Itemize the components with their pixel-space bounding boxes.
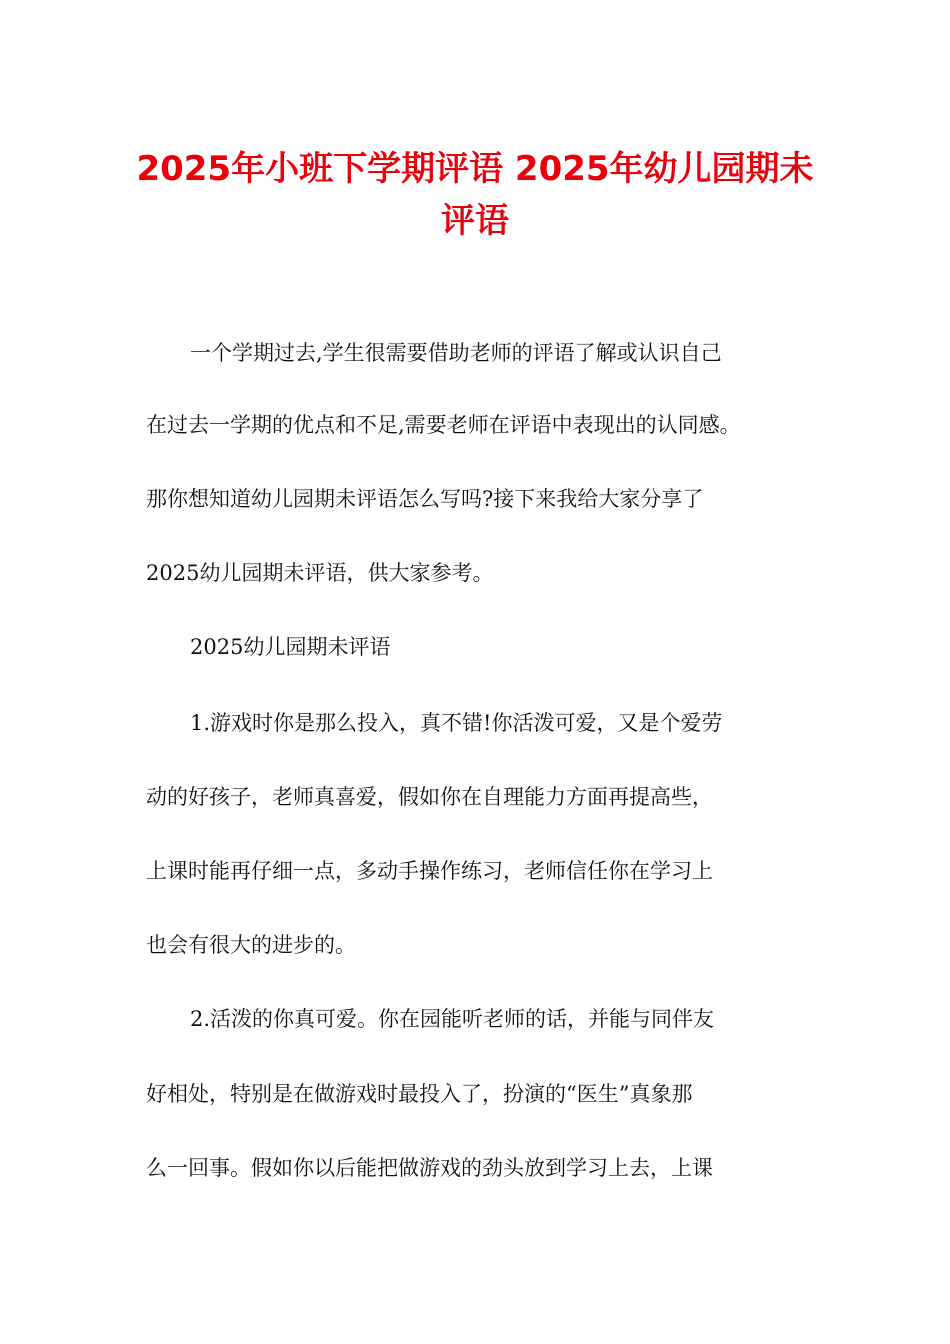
paragraph-line: 一个学期过去,学生很需要借助老师的评语了解或认识自己 <box>190 341 722 365</box>
paragraph-line: 动的好孩子，老师真喜爱，假如你在自理能力方面再提高些， <box>146 785 713 809</box>
paragraph-line: 那你想知道幼儿园期未评语怎么写吗?接下来我给大家分享了 <box>146 487 704 511</box>
section-heading: 2025幼儿园期未评语 <box>190 635 391 659</box>
paragraph-line: 上课时能再仔细一点，多动手操作练习，老师信任你在学习上 <box>146 859 713 883</box>
paragraph-line: 在过去一学期的优点和不足,需要老师在评语中表现出的认同感。 <box>146 413 741 437</box>
paragraph-line: 1.游戏时你是那么投入，真不错!你活泼可爱，又是个爱劳 <box>190 711 723 735</box>
paragraph-line: 好相处，特别是在做游戏时最投入了，扮演的“医生”真象那 <box>146 1082 693 1106</box>
paragraph-line: 2.活泼的你真可爱。你在园能听老师的话，并能与同伴友 <box>190 1007 715 1031</box>
document-title-line-1: 2025年小班下学期评语 2025年幼儿园期未 <box>136 149 814 189</box>
paragraph-line: 么一回事。假如你以后能把做游戏的劲头放到学习上去，上课 <box>146 1156 713 1180</box>
paragraph-line: 2025幼儿园期未评语，供大家参考。 <box>146 561 494 585</box>
document-title-line-2: 评语 <box>441 201 509 241</box>
paragraph-line: 也会有很大的进步的。 <box>146 933 356 957</box>
